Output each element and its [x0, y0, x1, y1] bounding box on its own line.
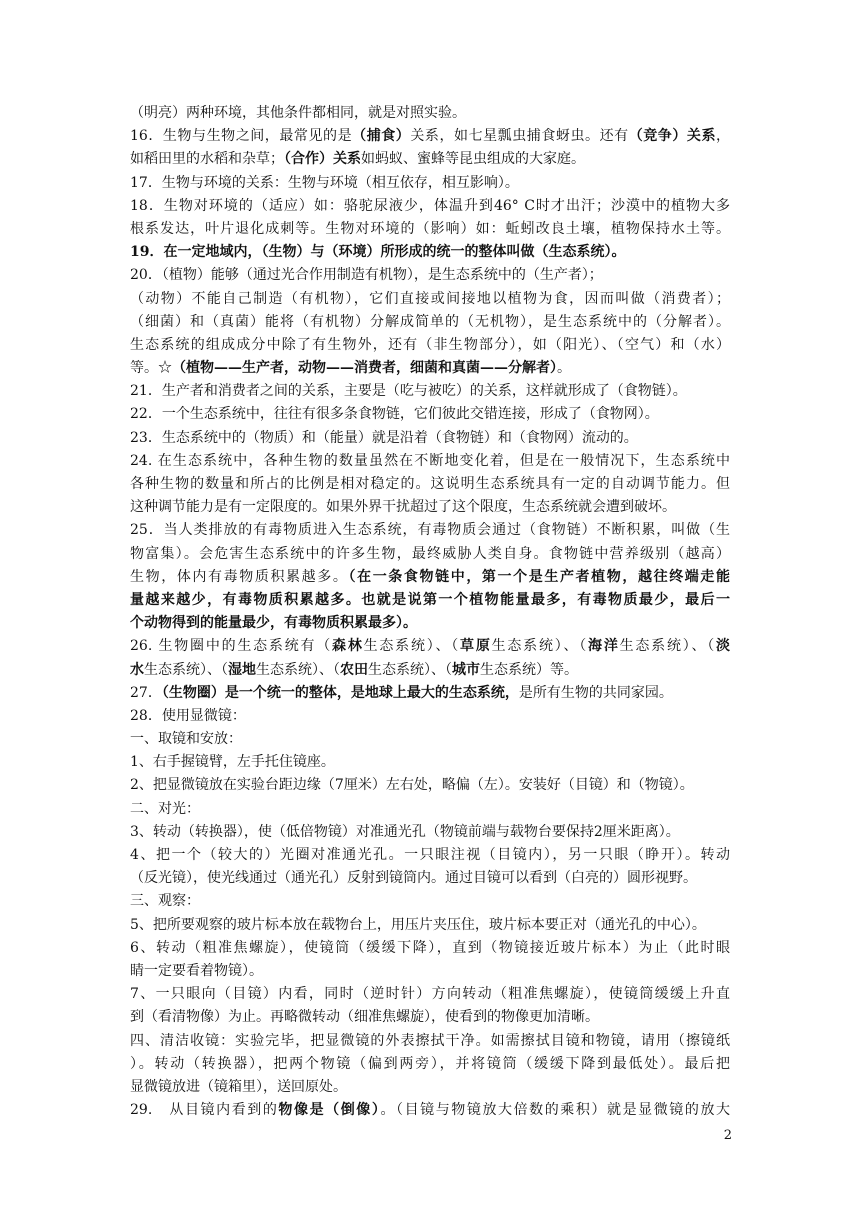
text-segment: 显微镜放进（镜箱里），送回原处。	[130, 1078, 347, 1095]
text-segment: ，	[716, 128, 730, 145]
text-line	[130, 195, 730, 218]
text-segment: 到（看清物像）为止。再略微转动（细准焦螺旋），使看到的物像更加清晰。	[130, 1009, 599, 1026]
text-line	[130, 380, 730, 403]
text-segment: 生态系统）、（	[619, 638, 717, 655]
bold-text-segment: 物像是（倒像）	[278, 1102, 381, 1119]
text-segment: 根系发达，叶片退化成刺等。生物对环境的（影响）如：蚯蚓改良土壤，植物保持水土等。	[130, 220, 730, 237]
text-line	[130, 543, 730, 566]
text-line	[130, 148, 730, 171]
text-segment: （反光镜），使光线通过（通光孔）反射到镜筒内。通过目镜可以看到（白亮的）圆形视野。	[130, 870, 697, 887]
text-line	[130, 1076, 730, 1099]
text-line	[130, 125, 730, 148]
text-line	[130, 102, 730, 125]
text-line	[130, 937, 730, 960]
text-line	[130, 821, 730, 844]
bold-text-segment: （捕食）	[352, 128, 411, 145]
text-segment: 如蚂蚁、蜜蜂等昆虫组成的大家庭。	[361, 151, 585, 168]
text-segment: 3、转动（转换器），使（低倍物镜）对准通光孔（物镜前端与载物台要保持2厘米距离）。	[130, 823, 680, 840]
text-segment: 生态系统）、（	[144, 661, 228, 678]
text-segment: 等。☆	[130, 360, 172, 377]
bold-text-segment: 城市	[452, 661, 480, 678]
text-line	[130, 960, 730, 983]
text-segment: （细菌）和（真菌）能将（有机物）分解成简单的（无机物），是生态系统中的（分解者）。	[130, 313, 730, 330]
text-line	[130, 311, 730, 334]
text-segment: 生态系统）、（	[256, 661, 340, 678]
text-segment: 22．一个生态系统中，往往有很多条食物链，它们彼此交错连接，形成了（食物网）。	[130, 406, 659, 423]
bold-text-segment: 淡	[716, 638, 730, 655]
text-segment: 二、对光：	[130, 800, 200, 817]
text-segment: 是所有生物的共同家园。	[518, 684, 673, 701]
text-segment: 17．生物与环境的关系：生物与环境（相互依存，相互影响）。	[130, 174, 519, 191]
text-segment: 生态系统）、（	[491, 638, 589, 655]
text-line	[130, 589, 730, 612]
text-line	[130, 798, 730, 821]
bold-text-segment: （生物圈）是一个统一的整体，是地球上最大的生态系统，	[161, 684, 519, 701]
text-segment: 三、观察：	[130, 893, 200, 910]
text-line	[130, 496, 730, 519]
text-segment: 5、把所要观察的玻片标本放在载物台上，用压片夹压住，玻片标本要正对（通光孔的中心）。	[130, 916, 706, 933]
text-segment: 这种调节能力是有一定限度的。如果外界干扰超过了这个限度，生态系统就会遭到破坏。	[130, 499, 676, 516]
text-segment: （明亮）两种环境，其他条件都相同，就是对照实验。	[130, 105, 466, 121]
text-line	[130, 1006, 730, 1029]
text-segment: 29. 从目镜内看到的	[130, 1102, 279, 1119]
text-segment: 20．（植物）能够（通过光合作用制造有机物），是生态系统中的（生产者）；	[130, 267, 603, 284]
text-line	[130, 264, 730, 287]
text-segment: 一、取镜和安放：	[130, 731, 242, 748]
text-segment: 关系，如七星瓢虫捕食蚜虫。还有	[410, 128, 629, 145]
text-line	[130, 473, 730, 496]
text-line	[130, 218, 730, 241]
text-line	[130, 519, 730, 542]
text-line	[130, 612, 730, 635]
text-segment: 。（目镜与物镜放大倍数的乘积）就是显微镜的放大	[380, 1102, 730, 1119]
text-segment: 生物，体内有毒物质积累越多。	[130, 568, 349, 585]
text-segment: 生态系统）、（	[363, 638, 461, 655]
text-line	[130, 241, 730, 264]
text-segment: 生态系统）、（	[368, 661, 452, 678]
bold-text-segment: 森林	[332, 638, 364, 655]
text-segment: 26. 生物圈中的生态系统有（	[130, 638, 333, 655]
bold-text-segment: 海洋	[588, 638, 620, 655]
text-line	[130, 682, 730, 705]
text-segment: 16．生物与生物之间，最常见的是	[130, 128, 353, 145]
text-segment: 4、把一个（较大的）光圈对准通光孔。一只眼注视（目镜内），另一只眼（睁开）。转动	[130, 847, 730, 863]
text-segment: 28．使用显微镜：	[130, 707, 246, 724]
text-segment: 物富集）。会危害生态系统中的许多生物，最终威胁人类自身。食物链中营养级别（越高）	[130, 545, 730, 562]
bold-text-segment: 19．在一定地域内，（生物）与（环境）所形成的统一的整体叫做（生态系统）。	[130, 244, 626, 261]
bold-text-segment: 湿地	[228, 661, 256, 678]
text-segment: 如稻田里的水稻和杂草；	[130, 151, 284, 168]
text-line	[130, 751, 730, 774]
text-line	[130, 867, 730, 890]
bold-text-segment: （在一条食物链中，第一个是生产者植物，越往终端走能	[348, 568, 730, 585]
text-segment: 1、右手握镜臂，左手托住镜座。	[130, 754, 335, 771]
text-line	[130, 890, 730, 913]
text-line	[130, 450, 730, 473]
text-line	[130, 983, 730, 1006]
text-line	[130, 659, 730, 682]
text-segment: 27．	[130, 684, 162, 701]
text-line	[130, 705, 730, 728]
bold-text-segment: 个动物得到的能量最少，有毒物质积累最多）。	[130, 615, 417, 632]
text-line	[130, 1099, 730, 1122]
bold-text-segment: 农田	[340, 661, 368, 678]
text-segment: 7、一只眼向（目镜）内看，同时（逆时针）方向转动（粗准焦螺旋），使镜筒缓缓上升直	[130, 986, 730, 1003]
document-body	[130, 102, 730, 1122]
bold-text-segment: （植物——生产者，动物——消费者，细菌和真菌——分解者）	[172, 360, 557, 377]
text-segment: 21．生产者和消费者之间的关系，主要是（吃与被吃）的关系，这样就形成了（食物链）。	[130, 383, 687, 400]
text-line	[130, 1030, 730, 1053]
bold-text-segment: 量越来越少，有毒物质积累越多。也就是说第一个植物能量最多，有毒物质最少，最后一	[130, 591, 730, 608]
text-line	[130, 427, 730, 450]
text-segment: 各种生物的数量和所占的比例是相对稳定的。这说明生态系统具有一定的自动调节能力。但	[130, 476, 730, 492]
text-line	[130, 1053, 730, 1076]
text-line	[130, 172, 730, 195]
text-segment: 2、把显微镜放在实验台距边缘（7厘米）左右处，略偏（左）。安装好（目镜）和（物镜）。	[130, 777, 694, 794]
text-line	[130, 728, 730, 751]
text-line	[130, 334, 730, 357]
text-segment: 18．生物对环境的（适应）如：骆驼尿液少，体温升到46° C时才出汗；沙漠中的植物大多	[130, 197, 730, 214]
text-segment: 23．生态系统中的（物质）和（能量）就是沿着（食物链）和（食物网）流动的。	[130, 429, 638, 446]
text-line	[130, 566, 730, 589]
text-segment: 生态系统）等。	[480, 661, 578, 678]
page-number: 2	[723, 1128, 732, 1143]
text-segment: ）。转动（转换器），把两个物镜（偏到两旁），并将镜筒（缓缓下降到最低处）。最后把	[130, 1055, 730, 1072]
text-line	[130, 914, 730, 937]
bold-text-segment: 水	[130, 661, 144, 678]
text-segment: 四、清洁收镜：实验完毕，把显微镜的外表擦拭干净。如需擦拭目镜和物镜，请用（擦镜纸	[130, 1032, 730, 1049]
bold-text-segment: 草原	[460, 638, 492, 655]
text-line	[130, 774, 730, 797]
text-line	[130, 844, 730, 867]
text-segment: 24. 在生态系统中，各种生物的数量虽然在不断地变化着，但是在一般情况下，生态系统中	[130, 452, 730, 469]
text-segment: 25．当人类排放的有毒物质进入生态系统，有毒物质会通过（食物链）不断积累，叫做（生	[130, 522, 730, 539]
bold-text-segment: （合作）关系	[284, 151, 361, 168]
text-line	[130, 288, 730, 311]
text-segment: 生态系统的组成成分中除了有生物外，还有（非生物部分），如（阳光）、（空气）和（水）	[130, 336, 730, 353]
text-segment: 6、转动（粗准焦螺旋），使镜筒（缓缓下降），直到（物镜接近玻片标本）为止（此时眼	[130, 939, 730, 956]
bold-text-segment: （竞争）关系	[628, 128, 717, 145]
text-line	[130, 357, 730, 380]
text-line	[130, 403, 730, 426]
text-line	[130, 635, 730, 658]
text-segment: （动物）不能自己制造（有机物），它们直接或间接地以植物为食，因而叫做（消费者）；	[130, 290, 730, 307]
text-segment: 。	[557, 360, 571, 377]
text-segment: 睛一定要看着物镜）。	[130, 962, 263, 979]
